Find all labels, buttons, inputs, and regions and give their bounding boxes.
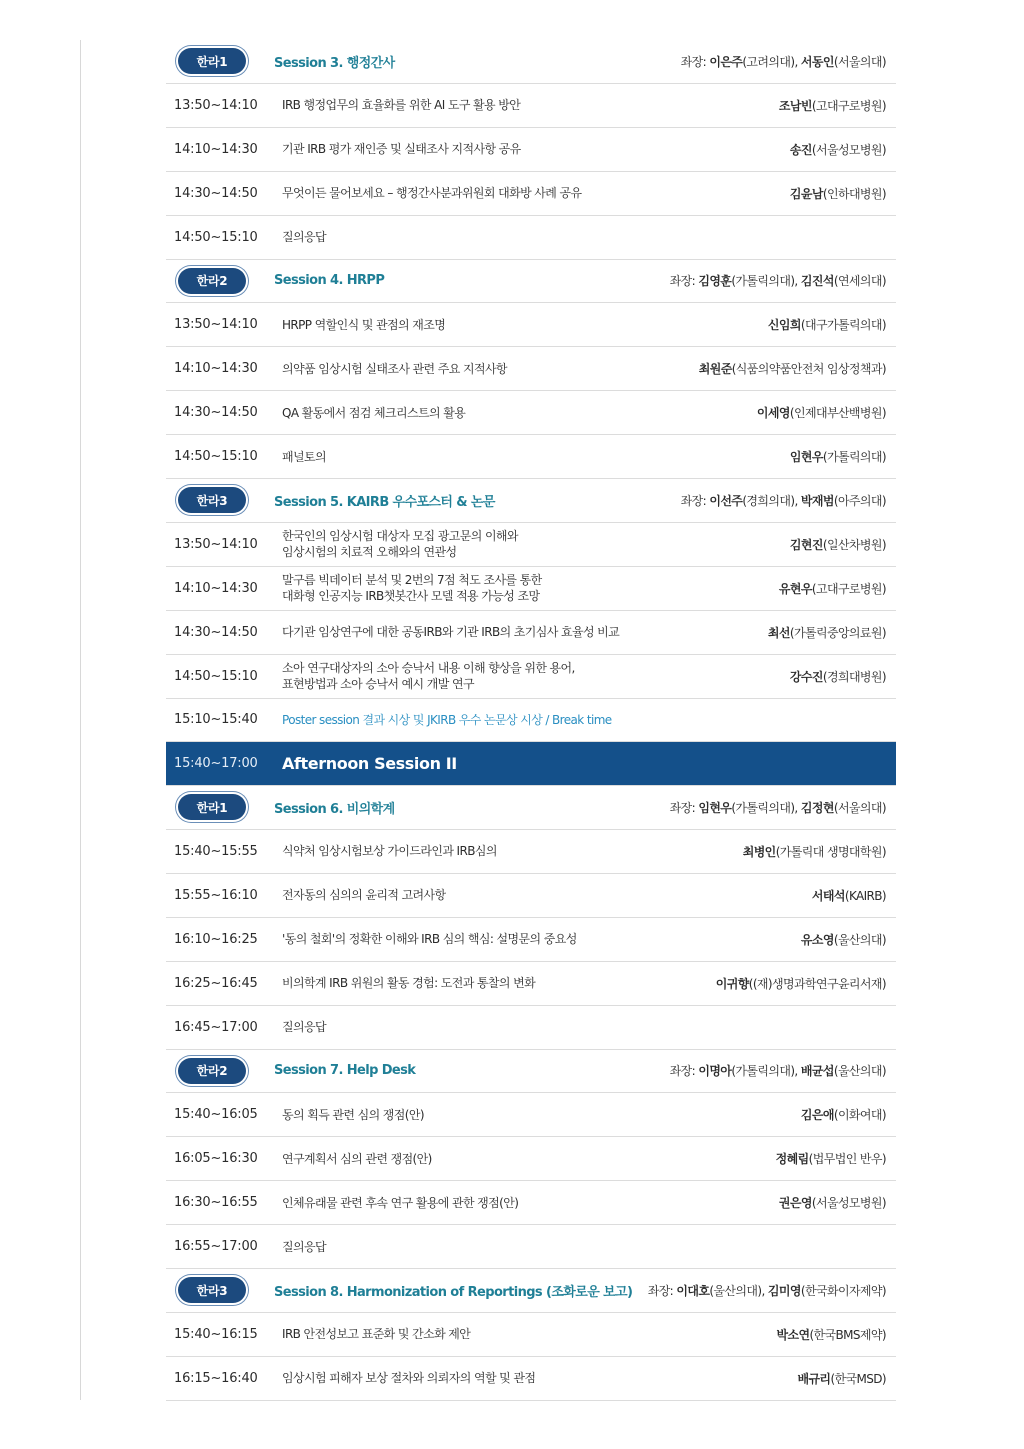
session-chairs: 좌장: 김영훈(가톨릭의대), 김진석(연세의대) <box>669 274 886 289</box>
talk-speaker: 김현진(일산차병원) <box>789 537 886 552</box>
talk-title: QA 활동에서 점검 체크리스트의 활용 <box>282 405 466 420</box>
talk-title: 임상시험 피해자 보상 절차와 의뢰자의 역할 및 관점 <box>282 1371 536 1385</box>
talk-title: 연구계획서 심의 관련 쟁점(안) <box>282 1151 432 1166</box>
talk-row <box>166 1225 896 1269</box>
talk-time: 14:50~15:10 <box>174 449 258 464</box>
session-header <box>166 479 896 523</box>
talk-row <box>166 1006 896 1050</box>
talk-speaker: 강수진(경희대병원) <box>789 669 886 684</box>
room-badge: 한라1 <box>178 794 246 820</box>
talk-title: 의약품 임상시험 실태조사 관련 주요 지적사항 <box>282 361 507 376</box>
poster-time: 15:10~15:40 <box>174 712 258 728</box>
room-badge: 한라1 <box>178 48 246 74</box>
talk-row <box>166 523 896 567</box>
talk-time: 14:30~14:50 <box>174 624 258 640</box>
talk-speaker: 송진(서울성모병원) <box>789 142 886 157</box>
talk-row <box>166 303 896 347</box>
talk-title: 동의 획득 관련 심의 쟁점(안) <box>282 1107 424 1122</box>
talk-time: 15:40~16:15 <box>174 1326 258 1342</box>
talk-title: 질의응답 <box>282 1239 326 1254</box>
afternoon-title: Afternoon Session II <box>282 754 457 773</box>
talk-time: 14:10~14:30 <box>174 580 258 596</box>
room-badge: 한라3 <box>178 1277 246 1303</box>
talk-time: 14:50~15:10 <box>174 229 258 245</box>
room-badge: 한라2 <box>178 268 246 294</box>
afternoon-session-banner <box>166 742 896 786</box>
talk-row <box>166 874 896 918</box>
talk-row <box>166 655 896 699</box>
talk-speaker: 권은영(서울성모병원) <box>778 1196 886 1210</box>
talk-title: 식약처 임상시험보상 가이드라인과 IRB심의 <box>282 844 497 858</box>
talk-time: 16:55~17:00 <box>174 1239 258 1254</box>
talk-time: 14:30~14:50 <box>174 185 258 201</box>
poster-text: Poster session 결과 시상 및 JKIRB 우수 논문상 시상 / Break time <box>282 713 612 728</box>
talk-speaker: 정혜림(법무법인 반우) <box>775 1152 886 1166</box>
session-title: Session 8. Harmonization of Reportings (조화로운 보고) <box>274 1284 633 1300</box>
talk-speaker: 신임희(대구가톨릭의대) <box>767 318 886 332</box>
talk-time: 13:50~14:10 <box>174 536 258 552</box>
talk-title: 전자동의 심의의 윤리적 고려사항 <box>282 888 446 902</box>
talk-row <box>166 1357 896 1401</box>
session-header <box>166 260 896 304</box>
talk-time: 14:50~15:10 <box>174 668 258 684</box>
talk-time: 16:15~16:40 <box>174 1370 258 1386</box>
talk-speaker: 조남빈(고대구로병원) <box>778 98 886 113</box>
talk-title: 질의응답 <box>282 1020 326 1034</box>
talk-time: 16:05~16:30 <box>174 1151 258 1166</box>
talk-title: IRB 안전성보고 표준화 및 간소화 제안 <box>282 1327 471 1341</box>
talk-title: 인체유래물 관련 후속 연구 활용에 관한 쟁점(안) <box>282 1195 519 1210</box>
talk-title: 소아 연구대상자의 소아 승낙서 내용 이해 향상을 위한 용어, 표현방법과 소아 승낙서 예시 개발 연구 <box>282 661 575 691</box>
talk-title: 다기관 임상연구에 대한 공동IRB와 기관 IRB의 초기심사 효율성 비교 <box>282 625 620 639</box>
talk-time: 16:25~16:45 <box>174 975 258 991</box>
session-chairs: 좌장: 이선주(경희의대), 박재범(아주의대) <box>680 493 886 508</box>
talk-time: 15:40~15:55 <box>174 843 258 859</box>
poster-break-row <box>166 699 896 743</box>
talk-title: '동의 철회'의 정확한 이해와 IRB 심의 핵심: 설명문의 중요성 <box>282 932 577 946</box>
talk-title: 패널토의 <box>282 449 326 464</box>
session-title: Session 6. 비의학계 <box>274 801 395 817</box>
talk-speaker: 이세영(인제대부산백병원) <box>756 406 886 420</box>
talk-time: 14:10~14:30 <box>174 141 258 157</box>
session-chairs: 좌장: 이대호(울산의대), 김미영(한국화이자제약) <box>647 1283 886 1298</box>
talk-row <box>166 1137 896 1181</box>
session-chairs: 좌장: 이은주(고려의대), 서동인(서울의대) <box>680 54 886 69</box>
talk-speaker: 김윤남(인하대병원) <box>789 186 886 201</box>
talk-title: 질의응답 <box>282 230 326 244</box>
talk-row <box>166 172 896 216</box>
talk-speaker: 유현우(고대구로병원) <box>778 581 886 596</box>
talk-speaker: 유소영(울산의대) <box>800 932 886 947</box>
room-badge: 한라3 <box>178 487 246 513</box>
talk-row <box>166 830 896 874</box>
talk-time: 13:50~14:10 <box>174 97 258 113</box>
talk-speaker: 배규리(한국MSD) <box>797 1371 886 1386</box>
session-title: Session 7. Help Desk <box>274 1063 416 1079</box>
session-header <box>166 40 896 84</box>
talk-title: HRPP 역할인식 및 관점의 재조명 <box>282 317 446 332</box>
talk-time: 16:45~17:00 <box>174 1019 258 1035</box>
talk-speaker: 서태석(KAIRB) <box>811 888 886 903</box>
talk-row <box>166 567 896 611</box>
afternoon-time: 15:40~17:00 <box>174 756 258 771</box>
talk-row <box>166 611 896 655</box>
talk-row <box>166 1093 896 1137</box>
talk-row <box>166 1181 896 1225</box>
talk-speaker: 최병인(가톨릭대 생명대학원) <box>742 844 886 859</box>
session-title: Session 3. 행정간사 <box>274 55 395 71</box>
talk-speaker: 김은애(이화여대) <box>800 1108 886 1122</box>
talk-row <box>166 391 896 435</box>
talk-speaker: 이귀향((재)생명과학연구윤리서재) <box>715 976 886 991</box>
talk-speaker: 임현우(가톨릭의대) <box>789 450 886 464</box>
talk-time: 14:30~14:50 <box>174 405 258 420</box>
page-left-rule <box>80 40 81 1400</box>
talk-title: 한국인의 임상시험 대상자 모집 광고문의 이해와 임상시험의 치료적 오해와의 연관성 <box>282 529 518 559</box>
talk-time: 15:55~16:10 <box>174 887 258 903</box>
session-chairs: 좌장: 이명아(가톨릭의대), 배균섭(울산의대) <box>669 1064 886 1079</box>
talk-time: 13:50~14:10 <box>174 317 258 332</box>
talk-row <box>166 962 896 1006</box>
talk-time: 16:10~16:25 <box>174 931 258 947</box>
session-chairs: 좌장: 임현우(가톨릭의대), 김정현(서울의대) <box>669 800 886 815</box>
talk-row <box>166 347 896 391</box>
session-header <box>166 1269 896 1313</box>
talk-time: 15:40~16:05 <box>174 1107 258 1122</box>
talk-title: 말구름 빅데이터 분석 및 2번의 7점 척도 조사를 통한 대화형 인공지능 IRB챗봇간사 모델 적용 가능성 조망 <box>282 573 542 603</box>
talk-title: IRB 행정업무의 효율화를 위한 AI 도구 활용 방안 <box>282 98 521 112</box>
session-header <box>166 1050 896 1094</box>
talk-time: 14:10~14:30 <box>174 361 258 376</box>
talk-speaker: 최선(가톨릭중앙의료원) <box>767 625 886 640</box>
talk-speaker: 최원준(식품의약품안전처 임상정책과) <box>698 362 886 376</box>
talk-title: 기관 IRB 평가 재인증 및 실태조사 지적사항 공유 <box>282 142 521 156</box>
talk-row <box>166 84 896 128</box>
talk-row <box>166 918 896 962</box>
talk-title: 비의학계 IRB 위원의 활동 경험: 도전과 통찰의 변화 <box>282 976 536 990</box>
talk-time: 16:30~16:55 <box>174 1195 258 1210</box>
room-badge: 한라2 <box>178 1058 246 1084</box>
talk-row <box>166 128 896 172</box>
session-header <box>166 786 896 830</box>
session-title: Session 5. KAIRB 우수포스터 & 논문 <box>274 494 495 510</box>
talk-title: 무엇이든 물어보세요 – 행정간사분과위원회 대화방 사례 공유 <box>282 186 582 200</box>
talk-row <box>166 435 896 479</box>
talk-row <box>166 216 896 260</box>
schedule-table <box>166 40 896 1401</box>
talk-speaker: 박소연(한국BMS제약) <box>776 1327 886 1342</box>
talk-row <box>166 1313 896 1357</box>
session-title: Session 4. HRPP <box>274 273 385 289</box>
